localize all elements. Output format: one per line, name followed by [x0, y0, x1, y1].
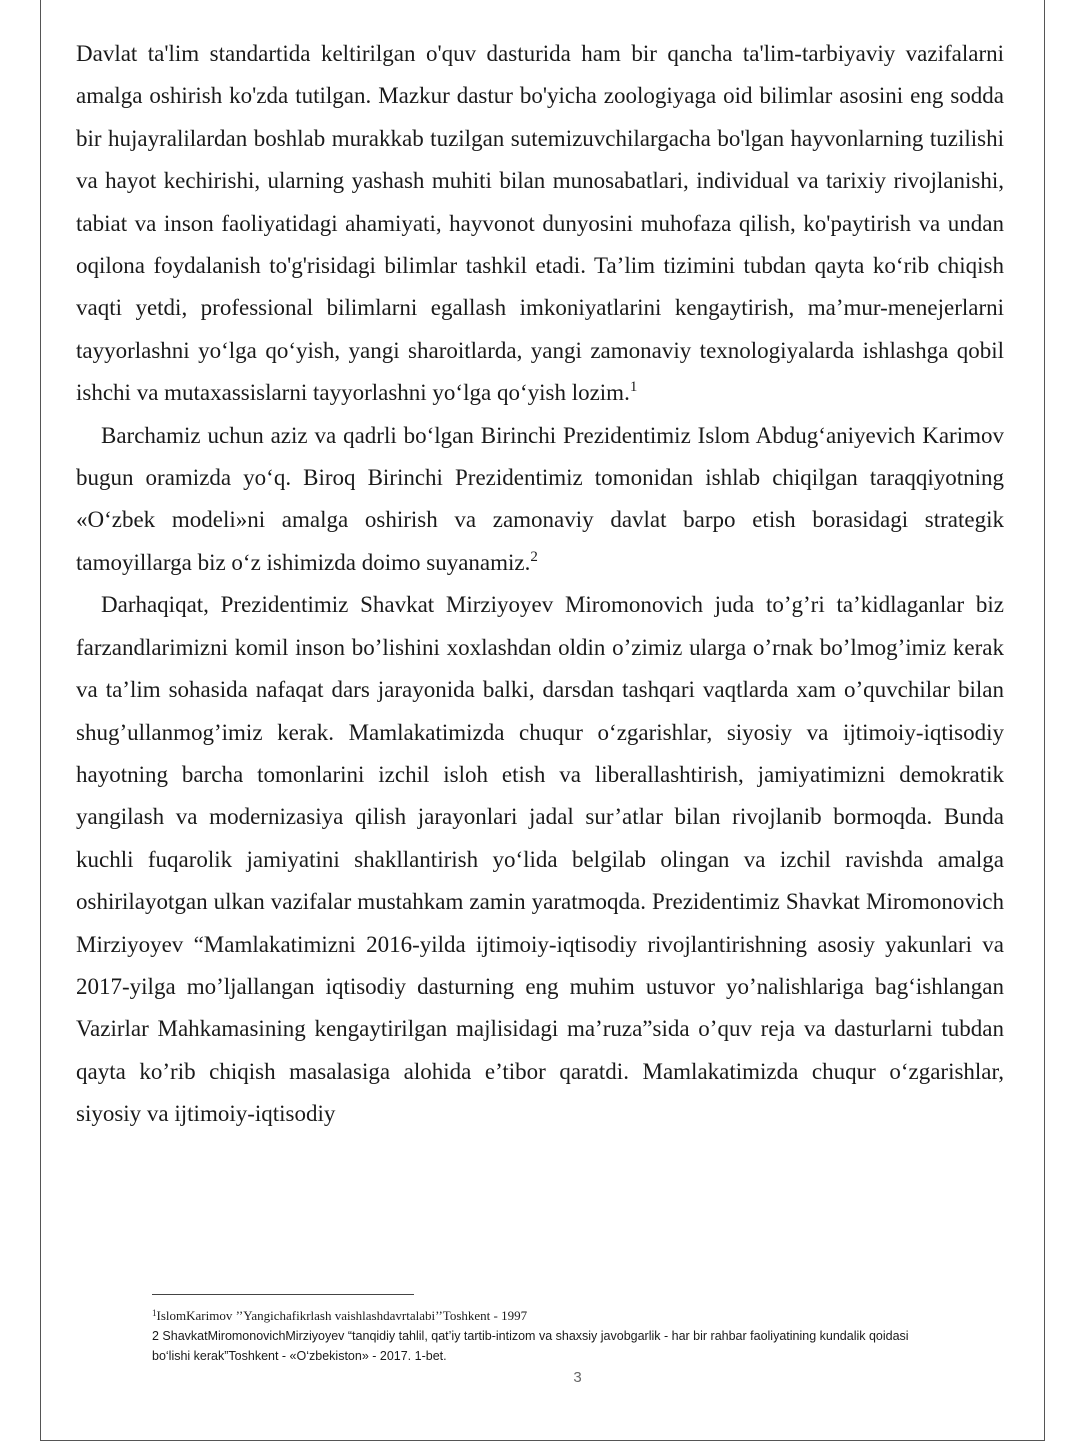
- body-text: [76, 33, 1004, 1136]
- footnote-2: [152, 1326, 982, 1346]
- paragraph-1: [76, 33, 1004, 415]
- paragraph-1-text: Davlat ta'lim standartida keltirilgan o'quv dasturida ham bir qancha ta'lim-tarbiyaviy vazifalarni amalga oshirish ko'zda tutilgan. Mazkur dastur bo'yicha zoologiyaga oid bilimlar asosini eng sodda bir hujayralilardan boshlab murakkab tuzilgan sutemizuvchilargacha bo'lgan hayvonlarning tuzilishi va hayot kechirishi, ularning yashash muhiti bilan munosabatlari, individual va tarixiy rivojlanishi, tabiat va inson faoliyatidagi ahamiyati, hayvonot dunyosini muhofaza qilish, ko'paytirish va undan oqilona foydalanish to'g'risidagi bilimlar tashkil etadi. Ta’lim tizimini tubdan qayta ko‘rib chiqish vaqti yetdi, professional bilimlarni egallash imkoniyatlarini kengaytirish, ma’mur-menejerlarni tayyorlashni yo‘lga qo‘yish, yangi sharoitlarda, yangi zamonaviy texnologiyalarda ishlashga qobil ishchi va mutaxassislarni tayyorlashni yo‘lga qo‘yish lozim.: [76, 41, 1004, 406]
- page-border-right: [1044, 0, 1045, 1441]
- footnote-1-text: IslomKarimov ’’Yangichafikrlash vaishlashdavrtalabi’’Toshkent - 1997: [156, 1308, 528, 1323]
- page-border-bottom: [40, 1440, 1045, 1441]
- page-border-left: [40, 0, 41, 1441]
- paragraph-2-text: Barchamiz uchun aziz va qadrli bo‘lgan Birinchi Prezidentimiz Islom Abdug‘aniyevich Karimov bugun oramizda yo‘q. Biroq Birinchi Prezidentimiz tomonidan ishlab chiqilgan taraqqiyotning «O‘zbek modeli»ni amalga oshirish va zamonaviy davlat barpo etish borasidagi strategik tamoyillarga biz o‘z ishimizda doimo suyanamiz.: [76, 422, 1004, 575]
- footnote-ref-2[interactable]: 2: [530, 548, 538, 565]
- paragraph-2: [76, 415, 1004, 585]
- footnotes: [152, 1306, 982, 1366]
- footnote-2-text: 2 ShavkatMiromonovichMirziyoyev “tanqidiy tahlil, qat’iy tartib-intizom va shaxsiy javobgarlik - har bir rahbar faoliyatining kundalik qoidasi: [152, 1329, 909, 1343]
- footnote-1-marker: 1: [152, 1308, 157, 1318]
- footnote-2-continued-text: bo‘lishi kerak”Toshkent - «O‘zbekiston» - 2017. 1-bet.: [152, 1349, 447, 1363]
- page-number: 3: [573, 1369, 582, 1386]
- paragraph-3-text: Darhaqiqat, Prezidentimiz Shavkat Mirziyoyev Miromonovich juda to’g’ri ta’kidlaganlar biz farzandlarimizni komil inson bo’lishini xoxlashdan oldin o’zimiz ularga o’rnak bo’lmog’imiz kerak va ta’lim sohasida nafaqat dars jarayonida balki, darsdan tashqari vaqtlarda xam o’quvchilar bilan shug’ullanmog’imiz kerak. Mamlakatimizda chuqur o‘zgarishlar, siyosiy va ijtimoiy-iqtisodiy hayotning barcha tomonlarini izchil isloh etish va liberallashtirish, jamiyatimizni demokratik yangilash va modernizasiya qilish jarayonlari jadal sur’atlar bilan rivojlanib bormoqda. Bunda kuchli fuqarolik jamiyatini shakllantirish yo‘lida belgilab olingan va izchil ravishda amalga oshirilayotgan ulkan vazifalar mustahkam zamin yaratmoqda. Prezidentimiz Shavkat Miromonovich Mirziyoyev “Mamlakatimizni 2016-yilda ijtimoiy-iqtisodiy rivojlantirishning asosiy yakunlari va 2017-yilga mo’ljallangan iqtisodiy dasturning eng muhim ustuvor yo’nalishlariga bag‘ishlangan Vazirlar Mahkamasining kengaytirilgan majlisidagi ma’ruza”sida o’quv reja va dasturlarni tubdan qayta ko’rib chiqish masalasiga alohida e’tibor qaratdi. Mamlakatimizda chuqur o‘zgarishlar, siyosiy va ijtimoiy-iqtisodiy: [76, 592, 1004, 1127]
- footnote-separator: [152, 1294, 414, 1295]
- paragraph-3: [76, 584, 1004, 1135]
- footnote-ref-1[interactable]: 1: [629, 379, 638, 396]
- footnote-2-continued: [152, 1346, 982, 1366]
- footnote-1: [152, 1306, 982, 1326]
